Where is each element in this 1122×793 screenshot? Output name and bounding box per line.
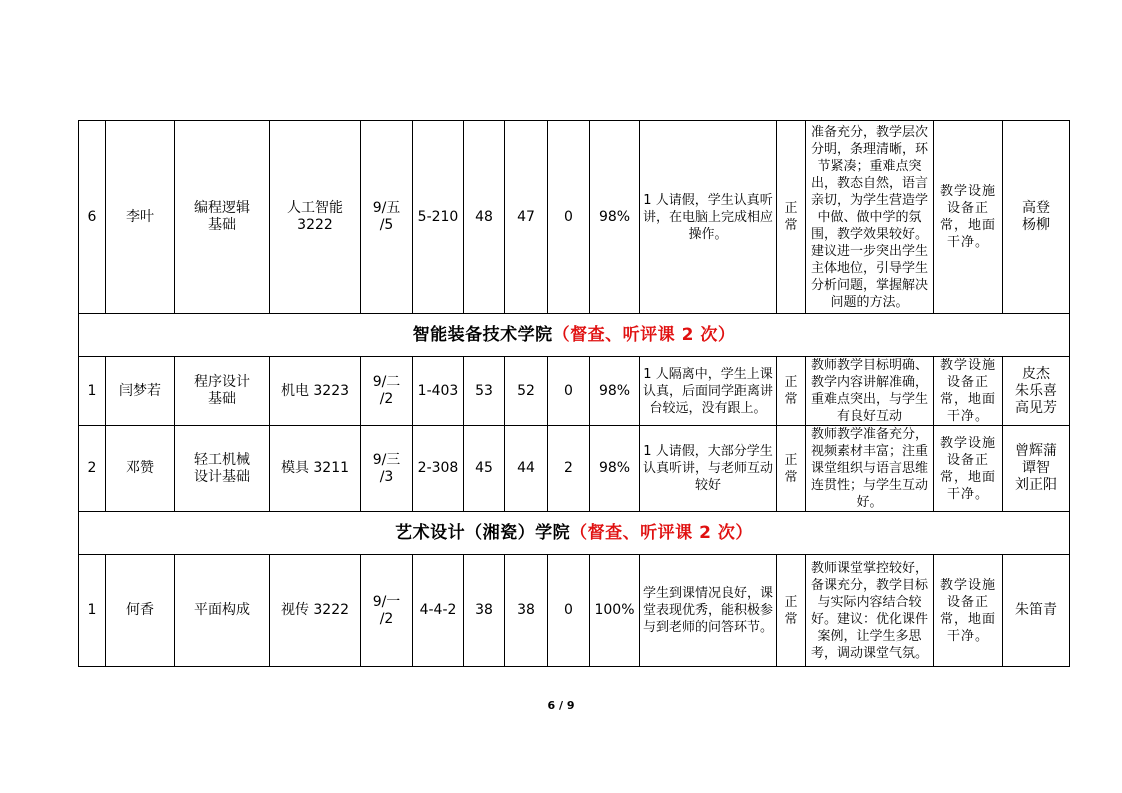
classroom: 4-4-2 — [413, 555, 464, 667]
course-name: 平面构成 — [175, 555, 270, 667]
absent-count: 0 — [548, 555, 590, 667]
row-number: 2 — [79, 426, 106, 512]
table-row — [79, 121, 1070, 314]
observers: 朱笛青 — [1003, 555, 1070, 667]
course-name: 轻工机械 设计基础 — [175, 426, 270, 512]
student-observation: 1 人请假，大部分学生认真听讲，与老师互动较好 — [640, 426, 777, 512]
course-name: 编程逻辑 基础 — [175, 121, 270, 314]
section-note: （督查、听评课 2 次） — [552, 324, 736, 345]
teaching-comment: 教师教学目标明确、教学内容讲解准确，重难点突出，与学生有良好互动 — [806, 357, 934, 426]
classroom: 1-403 — [413, 357, 464, 426]
teaching-comment: 准备充分，教学层次分明，条理清晰，环节紧凑；重难点突出，教态自然，语言亲切，为学生营造学中做、做中学的氛围，教学效果较好。建议进一步突出学生主体地位，引导学生分析问题，掌握解决问题的方法。 — [806, 121, 934, 314]
college-name: 艺术设计（湘瓷）学院 — [395, 522, 571, 543]
facility-status: 教学设施设备正常，地面干净。 — [934, 426, 1003, 512]
expected-count: 45 — [464, 426, 505, 512]
teacher-name: 何香 — [106, 555, 175, 667]
table-row — [79, 357, 1070, 426]
college-name: 智能装备技术学院 — [412, 324, 553, 345]
expected-count: 38 — [464, 555, 505, 667]
course-name: 程序设计 基础 — [175, 357, 270, 426]
class-date: 9/一 /2 — [361, 555, 413, 667]
class-date: 9/五 /5 — [361, 121, 413, 314]
table-row — [79, 426, 1070, 512]
actual-count: 44 — [505, 426, 548, 512]
teacher-name: 闫梦若 — [106, 357, 175, 426]
class-date: 9/三 /3 — [361, 426, 413, 512]
order-status: 正常 — [777, 426, 806, 512]
page-number: 6 / 9 — [547, 699, 575, 712]
order-status: 正常 — [777, 357, 806, 426]
section-note: （督查、听评课 2 次） — [570, 522, 753, 543]
classroom: 5-210 — [413, 121, 464, 314]
student-observation: 1 人隔离中，学生上课认真，后面同学距离讲台较远，没有跟上。 — [640, 357, 777, 426]
class-name: 机电 3223 — [270, 357, 361, 426]
student-observation: 学生到课情况良好，课堂表现优秀，能积极参与到老师的问答环节。 — [640, 555, 777, 667]
actual-count: 38 — [505, 555, 548, 667]
attendance-rate: 98% — [590, 426, 640, 512]
row-number: 1 — [79, 555, 106, 667]
section-title — [79, 314, 1070, 357]
class-name: 模具 3211 — [270, 426, 361, 512]
absent-count: 2 — [548, 426, 590, 512]
teaching-comment: 教师课堂掌控较好，备课充分，教学目标与实际内容结合较好。建议：优化课件案例，让学生多思考，调动课堂气氛。 — [806, 555, 934, 667]
observers: 高登 杨柳 — [1003, 121, 1070, 314]
absent-count: 0 — [548, 121, 590, 314]
observers: 曾辉蒲 谭智 刘正阳 — [1003, 426, 1070, 512]
attendance-rate: 100% — [590, 555, 640, 667]
observers: 皮杰 朱乐喜 高见芳 — [1003, 357, 1070, 426]
inspection-table — [78, 120, 1070, 667]
attendance-rate: 98% — [590, 121, 640, 314]
expected-count: 53 — [464, 357, 505, 426]
section-title — [79, 512, 1070, 555]
facility-status: 教学设施设备正常，地面干净。 — [934, 555, 1003, 667]
row-number: 1 — [79, 357, 106, 426]
expected-count: 48 — [464, 121, 505, 314]
class-date: 9/二 /2 — [361, 357, 413, 426]
section-header — [79, 512, 1070, 555]
attendance-rate: 98% — [590, 357, 640, 426]
teacher-name: 邓赞 — [106, 426, 175, 512]
class-name: 视传 3222 — [270, 555, 361, 667]
row-number: 6 — [79, 121, 106, 314]
facility-status: 教学设施设备正常，地面干净。 — [934, 357, 1003, 426]
actual-count: 52 — [505, 357, 548, 426]
table-row — [79, 555, 1070, 667]
classroom: 2-308 — [413, 426, 464, 512]
facility-status: 教学设施设备正常，地面干净。 — [934, 121, 1003, 314]
class-name: 人工智能 3222 — [270, 121, 361, 314]
order-status: 正常 — [777, 121, 806, 314]
order-status: 正常 — [777, 555, 806, 667]
teacher-name: 李叶 — [106, 121, 175, 314]
absent-count: 0 — [548, 357, 590, 426]
teaching-comment: 教师教学准备充分，视频素材丰富；注重课堂组织与语言思维连贯性；与学生互动好。 — [806, 426, 934, 512]
section-header — [79, 314, 1070, 357]
student-observation: 1 人请假，学生认真听讲，在电脑上完成相应操作。 — [640, 121, 777, 314]
actual-count: 47 — [505, 121, 548, 314]
